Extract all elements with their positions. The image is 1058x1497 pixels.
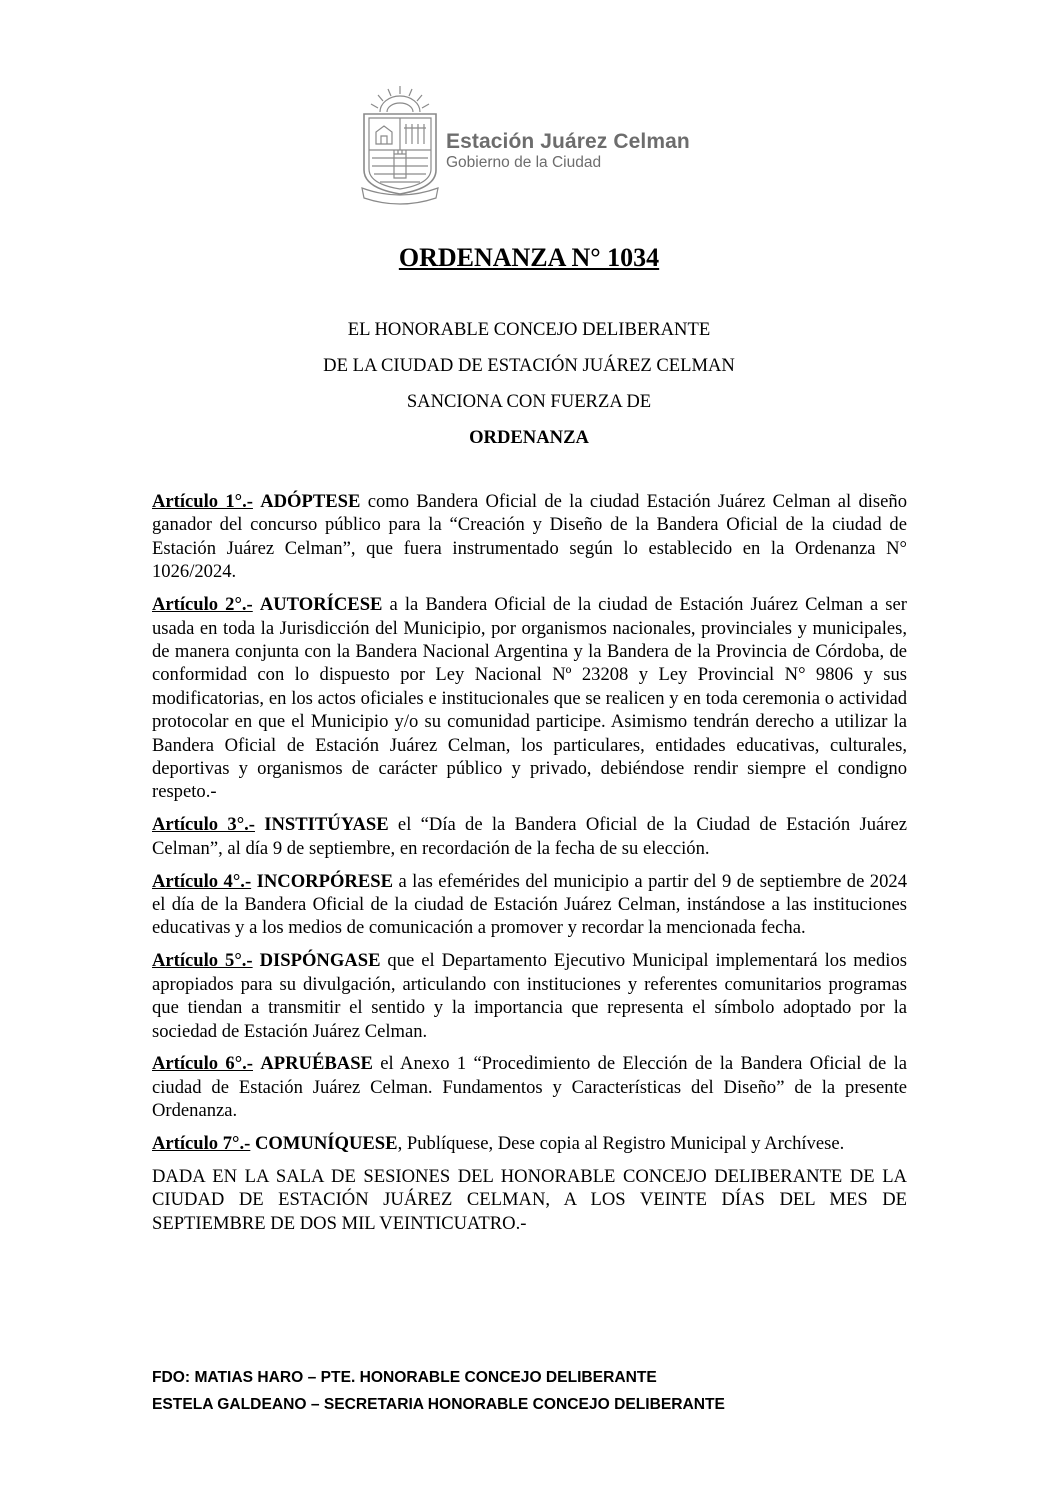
preamble-line-3: SANCIONA CON FUERZA DE bbox=[406, 391, 652, 412]
signature-line-1: FDO: MATIAS HARO – PTE. HONORABLE CONCEJO DELIBERANTE bbox=[152, 1369, 657, 1386]
article-text: a la Bandera Oficial de la ciudad de Estación Juárez Celman a ser usada en toda la Jurisdicción del Municipio, por organismos nacionales, provinciales y municipales, de manera conjunta con la Bandera Nacional Argentina y la Bandera de la Provincia de Córdoba, de conformidad con lo dispuesto por Ley Nacional Nº 23208 y Ley Provincial N° 9806 y sus modificatorias, en los actos oficiales e institucionales que se realicen y en toda ceremonia o actividad protocolar en que el Municipio y/o su comunidad participe. Asimismo tendrán derecho a utilizar la Bandera Oficial de Estación Juárez Celman, los particulares, entidades educativas, culturales, deportivas y organismos de carácter público y privado, debiéndose rendir siempre el condigno respeto.- bbox=[152, 594, 907, 803]
article-label: Artículo 1°.- bbox=[152, 491, 253, 512]
article-label: Artículo 2°.- bbox=[152, 594, 253, 616]
coat-of-arms-icon bbox=[360, 84, 440, 210]
article-5 bbox=[152, 949, 907, 1043]
article-1 bbox=[152, 490, 907, 584]
article-keyword: COMUNÍQUESE bbox=[254, 1133, 398, 1155]
article-label: Artículo 7°.- bbox=[152, 1133, 251, 1155]
header-logo bbox=[360, 84, 720, 210]
article-7 bbox=[152, 1132, 907, 1155]
articles-section bbox=[152, 490, 907, 1235]
article-3 bbox=[152, 813, 907, 860]
article-keyword: DISPÓNGASE bbox=[259, 950, 381, 972]
article-label: Artículo 6°.- bbox=[152, 1053, 253, 1075]
article-text: el “Día de la Bandera Oficial de la Ciudad de Estación Juárez Celman”, al día 9 de septiembre, en recordación de la fecha de su elección. bbox=[152, 814, 907, 859]
article-text: que el Departamento Ejecutivo Municipal implementará los medios apropiados para su divulgación, articulando con instituciones y referentes comunitarios programas que tiendan a transmitir el sentido y la importancia que representa el símbolo adoptado por la sociedad de Estación Juárez Celman. bbox=[152, 950, 907, 1042]
article-2 bbox=[152, 593, 907, 804]
preamble-line-1: EL HONORABLE CONCEJO DELIBERANTE bbox=[347, 319, 711, 340]
article-keyword: ADÓPTESE bbox=[260, 491, 361, 512]
article-text: el Anexo 1 “Procedimiento de Elección de la Bandera Oficial de la ciudad de Estación Juárez Celman. Fundamentos y Características del Diseño” de la presente Ordenanza. bbox=[152, 1053, 907, 1122]
article-label: Artículo 4°.- bbox=[152, 870, 252, 892]
preamble-line-2: DE LA CIUDAD DE ESTACIÓN JUÁREZ CELMAN bbox=[323, 355, 735, 376]
article-keyword: AUTORÍCESE bbox=[259, 594, 383, 616]
closing-statement: DADA EN LA SALA DE SESIONES DEL HONORABLE CONCEJO DELIBERANTE DE LA CIUDAD DE ESTACIÓN JUÁREZ CELMAN, A LOS VEINTE DÍAS DEL MES DE SEPTIEMBRE DE DOS MIL VEINTICUATRO.- bbox=[152, 1166, 907, 1234]
article-keyword: INCORPÓRESE bbox=[256, 870, 393, 892]
article-text: , Publíquese, Dese copia al Registro Municipal y Archívese. bbox=[397, 1133, 845, 1155]
signature-line-2: ESTELA GALDEANO – SECRETARIA HONORABLE CONCEJO DELIBERANTE bbox=[152, 1396, 725, 1413]
ordinance-title: ORDENANZA N° 1034 bbox=[398, 243, 660, 272]
logo-subtitle: Gobierno de la Ciudad bbox=[446, 154, 602, 171]
article-text: como Bandera Oficial de la ciudad Estación Juárez Celman al diseño ganador del concurso público para la “Creación y Diseño de la Bandera Oficial de la ciudad de Estación Juárez Celman”, que fuera instrumentado según lo establecido en la Ordenanza N° 1026/2024. bbox=[152, 491, 907, 583]
article-4 bbox=[152, 870, 907, 940]
article-label: Artículo 5°.- bbox=[152, 950, 253, 972]
article-keyword: APRUÉBASE bbox=[260, 1053, 373, 1075]
article-keyword: INSTITÚYASE bbox=[264, 814, 389, 836]
logo-name: Estación Juárez Celman bbox=[446, 130, 690, 153]
article-6 bbox=[152, 1052, 907, 1122]
preamble-line-4: ORDENANZA bbox=[469, 427, 589, 448]
article-label: Artículo 3°.- bbox=[152, 814, 255, 836]
article-text: a las efemérides del municipio a partir del 9 de septiembre de 2024 el día de la Bandera Oficial de la ciudad de Estación Juárez Celman, instándose a las instituciones educativas y a los medios de comunicación a promover y recordar la mencionada fecha. bbox=[152, 870, 907, 939]
